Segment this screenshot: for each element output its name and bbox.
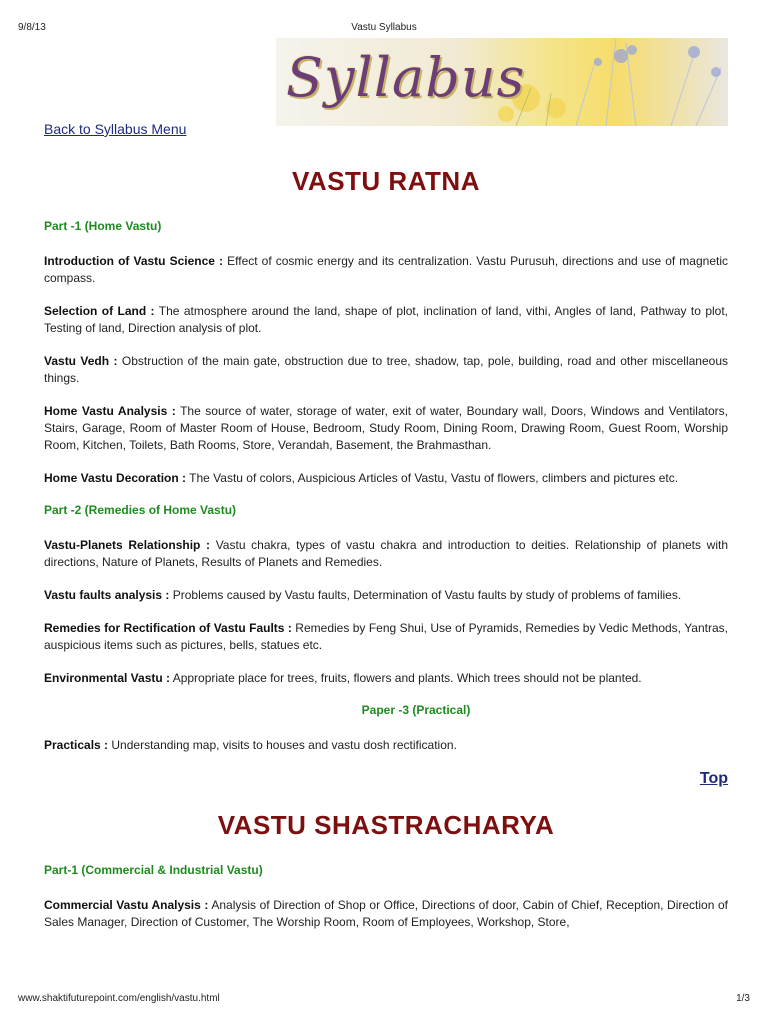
top-link[interactable]: Top: [699, 770, 728, 787]
back-to-syllabus-menu-link[interactable]: Back to Syllabus Menu: [44, 121, 187, 137]
syllabus-paragraph: [44, 353, 728, 387]
banner-title: Syllabus: [286, 46, 526, 109]
footer-page-number: 1/3: [736, 993, 750, 1004]
print-page-title: Vastu Syllabus: [351, 22, 417, 33]
description: Effect of cosmic energy and its centralization. Vastu Purusuh, directions and use of magnetic compass.: [44, 254, 729, 285]
section-title-vastu-shastracharya: VASTU SHASTRACHARYA: [217, 810, 555, 840]
syllabus-banner: [276, 38, 728, 126]
syllabus-paragraph: [44, 537, 728, 571]
description: Appropriate place for trees, fruits, flowers and plants. Which trees should not be planted.: [170, 671, 642, 685]
term: Commercial Vastu Analysis :: [44, 898, 209, 912]
description: Vastu chakra, types of vastu chakra and introduction to deities. Relationship of planets with directions, Nature of Planets, Results of Planets and Remedies.: [44, 538, 728, 569]
term: Environmental Vastu :: [44, 671, 171, 685]
description: Remedies by Feng Shui, Use of Pyramids, Remedies by Vedic Methods, Yantras, auspicious items such as pictures, bells, statues etc.: [44, 621, 728, 652]
term: Remedies for Rectification of Vastu Faults :: [44, 621, 292, 635]
main-content: [44, 160, 728, 947]
term: Vastu Vedh :: [44, 354, 118, 368]
term: Home Vastu Analysis :: [44, 404, 176, 418]
syllabus-paragraph: [44, 670, 728, 687]
print-date: 9/8/13: [18, 22, 46, 33]
description: The source of water, storage of water, exit of water, Boundary wall, Doors, Windows and Ventilators, Stairs, Garage, Room of Master Room of House, Bedroom, Study Room, Dining Room, Drawing Room, Guest Room, Worship Room, Kitchen, Toilets, Bath Rooms, Store, Verandah, Basement, the Brahmasthan.: [44, 404, 728, 452]
section-title-vastu-ratna: VASTU RATNA: [292, 166, 480, 196]
description: Analysis of Direction of Shop or Office, Directions of door, Cabin of Chief, Reception, Direction of Sales Manager, Direction of Customer, The Worship Room, Room of Employees, Workshop, Store,: [44, 898, 728, 929]
footer-url: www.shaktifuturepoint.com/english/vastu.html: [18, 993, 220, 1004]
part-heading: Part-1 (Commercial & Industrial Vastu): [44, 863, 263, 877]
syllabus-paragraph: [44, 587, 728, 604]
term: Introduction of Vastu Science :: [44, 254, 224, 268]
syllabus-paragraph: [44, 897, 728, 931]
term: Home Vastu Decoration :: [44, 471, 187, 485]
syllabus-paragraph: [44, 470, 728, 487]
syllabus-paragraph: [44, 620, 728, 654]
description: Problems caused by Vastu faults, Determination of Vastu faults by study of problems of families.: [169, 588, 682, 602]
syllabus-paragraph: [44, 403, 728, 454]
part-heading: Paper -3 (Practical): [361, 703, 471, 717]
part-heading: Part -1 (Home Vastu): [44, 219, 162, 233]
description: Obstruction of the main gate, obstruction due to tree, shadow, tap, pole, building, road and other miscellaneous things.: [44, 354, 728, 385]
term: Vastu faults analysis :: [44, 588, 170, 602]
syllabus-paragraph: [44, 737, 728, 754]
term: Vastu-Planets Relationship :: [44, 538, 211, 552]
part-heading: Part -2 (Remedies of Home Vastu): [44, 503, 237, 517]
description: The Vastu of colors, Auspicious Articles of Vastu, Vastu of flowers, climbers and pictures etc.: [186, 471, 679, 485]
term: Practicals :: [44, 738, 109, 752]
term: Selection of Land :: [44, 304, 155, 318]
syllabus-paragraph: [44, 303, 728, 337]
description: Understanding map, visits to houses and vastu dosh rectification.: [108, 738, 457, 752]
description: The atmosphere around the land, shape of plot, inclination of land, vithi, Angles of land, Pathway to plot, Testing of land, Direction analysis of plot.: [44, 304, 729, 335]
syllabus-paragraph: [44, 253, 728, 287]
